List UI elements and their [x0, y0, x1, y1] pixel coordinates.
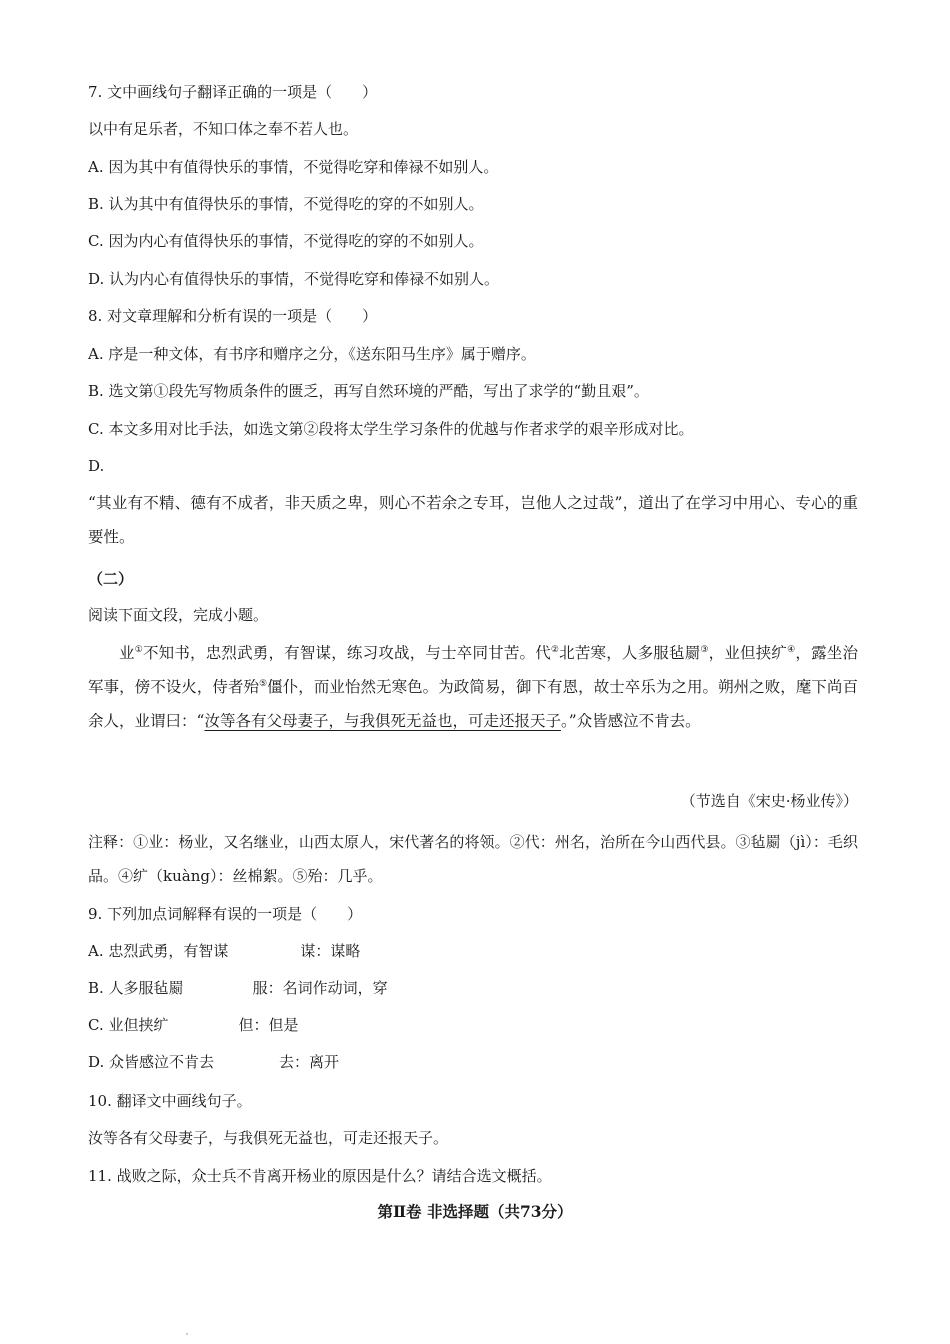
q8-option-d-text: “其业有不精、德有不成者，非天质之卑，则心不若余之专耳，岂他人之过哉”，道出了在学习中用心、专心的重要性。: [88, 494, 858, 546]
part2-heading: （二）: [88, 570, 134, 588]
q9-option-b: B. 人多服毡罽 服：名词作动词，穿: [88, 979, 388, 997]
q8-option-a: A. 序是一种文体，有书序和赠序之分，《送东阳马生序》属于赠序。: [88, 345, 536, 363]
note-ref-5: ⑤: [259, 678, 268, 689]
passage-source: （节选自《宋史·杨业传》）: [680, 792, 858, 810]
q8-option-c: C. 本文多用对比手法，如选文第②段将太学生学习条件的优越与作者求学的艰辛形成对比。: [88, 420, 694, 438]
section-2-title: 第Ⅱ卷 非选择题（共73分）: [377, 1202, 573, 1221]
page-speck: [186, 1333, 188, 1335]
q7-option-b: B. 认为其中有值得快乐的事情，不觉得吃的穿的不如别人。: [88, 195, 484, 213]
q10-sentence: 汝等各有父母妻子，与我俱死无益也，可走还报天子。: [88, 1129, 449, 1147]
note-ref-2: ②: [550, 644, 560, 655]
q7-option-d: D. 认为内心有值得快乐的事情，不觉得吃穿和俸禄不如别人。: [88, 270, 500, 288]
q7-stem: 7. 文中画线句子翻译正确的一项是（ ）: [88, 83, 378, 101]
q11-stem: 11. 战败之际，众士兵不肯离开杨业的原因是什么？请结合选文概括。: [88, 1167, 552, 1185]
q10-stem: 10. 翻译文中画线句子。: [88, 1092, 252, 1110]
q9-option-c: C. 业但挟纩 但：但是: [88, 1016, 299, 1034]
q7-sentence: 以中有足乐者，不知口体之奉不若人也。: [88, 120, 359, 138]
q9-stem: 9. 下列加点词解释有误的一项是（ ）: [88, 905, 363, 923]
underlined-sentence: 汝等各有父母妻子，与我俱死无益也，可走还报天子: [204, 712, 561, 730]
q8-option-b: B. 选文第①段先写物质条件的匮乏，再写自然环境的严酷，写出了求学的“勤且艰”。: [88, 382, 649, 400]
note-ref-4: ④: [787, 644, 796, 655]
passage-notes: 注释：①业：杨业，又名继业，山西太原人，宋代著名的将领。②代：州名，治所在今山西代县。③毡罽（jì）：毛织品。④纩（kuàng）：丝棉絮。⑤殆：几乎。: [88, 833, 858, 885]
note-ref-1: ①: [134, 644, 143, 655]
q9-option-d: D. 众皆感泣不肯去 去：离开: [88, 1053, 340, 1071]
q7-option-a: A. 因为其中有值得快乐的事情，不觉得吃穿和俸禄不如别人。: [88, 158, 499, 176]
q7-option-c: C. 因为内心有值得快乐的事情，不觉得吃的穿的不如别人。: [88, 232, 484, 250]
classical-passage: 业①不知书，忠烈武勇，有智谋，练习攻战，与士卒同甘苦。代②北苦寒，人多服毡罽③，业但挟纩④，露坐治军事，傍不设火，侍者殆⑤僵仆，而业怡然无寒色。为政简易，御下有恩，故士卒乐为之用。朔州之败，麾下尚百余人，业谓曰：“汝等各有父母妻子，与我俱死无益也，可走还报天子。”众皆感泣不肯去。: [88, 644, 858, 730]
part2-instruction: 阅读下面文段，完成小题。: [88, 606, 269, 624]
note-ref-3: ③: [700, 644, 709, 655]
q8-option-d-label: D.: [88, 457, 105, 475]
q9-option-a: A. 忠烈武勇，有智谋 谋：谋略: [88, 942, 361, 960]
q8-stem: 8. 对文章理解和分析有误的一项是（ ）: [88, 307, 378, 325]
